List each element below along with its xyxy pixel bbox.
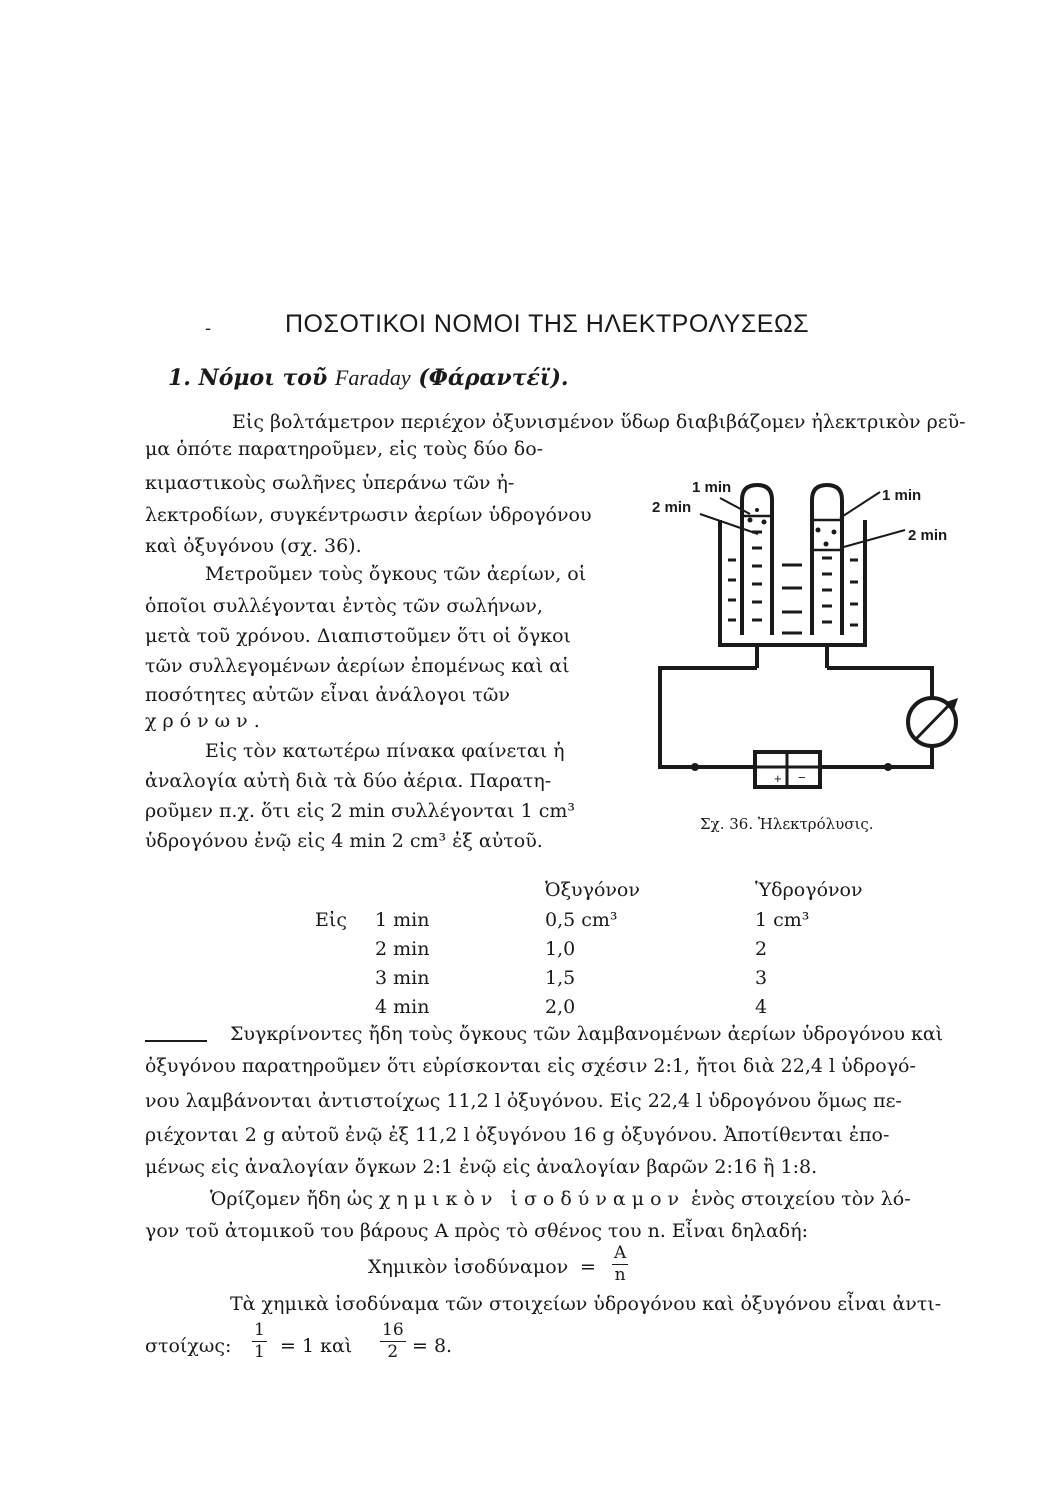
section-heading bbox=[168, 365, 569, 391]
table-cell: 1,0 bbox=[545, 937, 576, 960]
para2-line: χρόνων. bbox=[145, 710, 266, 732]
liquid-dashes bbox=[728, 532, 858, 633]
label-right-lower: 2 min bbox=[908, 527, 948, 544]
para1-line: Εἰς βολτάμετρον περιέχον ὀξυνισμένον ὕδωρ διαβιβάζομεν ἠλεκτρικὸν ρεῦ- bbox=[232, 411, 966, 433]
para2-line: ποσότητες αὐτῶν εἶναι ἀνάλογοι τῶν bbox=[145, 684, 510, 706]
fraction-hydrogen bbox=[252, 1322, 267, 1361]
para1-line: λεκτροδίων, συγκέντρωσιν ἀερίων ὑδρογόνου bbox=[145, 504, 592, 526]
para3-line: ὑδρογόνου ἐνῷ εἰς 4 min 2 cm³ ἐξ αὐτοῦ. bbox=[145, 830, 543, 852]
circuit-wire-bottom bbox=[820, 745, 932, 767]
left-test-tube bbox=[742, 485, 772, 635]
data-table bbox=[315, 875, 885, 1021]
fraction-oxygen bbox=[380, 1322, 406, 1361]
formula-eq: = bbox=[580, 1256, 596, 1278]
formula-lhs: Χημικὸν ἰσοδύναμον bbox=[368, 1256, 569, 1278]
table-cell bbox=[315, 963, 375, 992]
frac2-den: 2 bbox=[387, 1342, 399, 1362]
section-text-after: (Φάραντέϊ). bbox=[418, 365, 569, 391]
label-left-lower: 2 min bbox=[652, 499, 692, 516]
para4-line: μένως εἰς ἀναλογίαν ὄγκων 2:1 ἐνῷ εἰς ἀναλογίαν βαρῶν 2:16 ἢ 1:8. bbox=[145, 1156, 818, 1178]
para6-prefix: στοίχως: bbox=[145, 1335, 232, 1357]
table-cell: 1,5 bbox=[545, 966, 576, 989]
para4-line: ριέχονται 2 g αὐτοῦ ἐνῷ ἐξ 11,2 l ὀξυγόνου 16 g ὀξυγόνου. Ἀποτίθενται ἐπο- bbox=[145, 1124, 890, 1146]
para4-line: ὀξυγόνου παρατηροῦμεν ὅτι εὑρίσκονται εἰς σχέσιν 2:1, ἤτοι διὰ 22,4 l ὑδρογό- bbox=[145, 1055, 916, 1077]
electrolysis-figure bbox=[640, 470, 980, 810]
title-dash: - bbox=[205, 318, 212, 339]
formula-num: A bbox=[614, 1243, 627, 1263]
table-cell bbox=[315, 992, 375, 1021]
para5-start: Ὁρίζομεν ἤδη ὡς bbox=[210, 1188, 373, 1210]
table-cell: 0,5 cm³ bbox=[545, 908, 618, 931]
para6-eq2: = 8. bbox=[412, 1335, 453, 1357]
table-cell: 4 min bbox=[375, 995, 430, 1018]
table-cell: Εἰς bbox=[315, 908, 347, 931]
chapter-title: ΠΟΣΟΤΙΚΟΙ ΝΟΜΟΙ ΤΗΣ ΗΛΕΚΤΡΟΛΥΣΕΩΣ bbox=[285, 310, 810, 338]
para6-line1: Τὰ χημικὰ ἰσοδύναμα τῶν στοιχείων ὑδρογόνου καὶ ὀξυγόνου εἶναι ἀντι- bbox=[230, 1293, 942, 1315]
circuit-wire-right bbox=[827, 668, 932, 700]
section-text-before: Νόμοι τοῦ bbox=[198, 365, 328, 391]
frac2-num: 16 bbox=[382, 1320, 404, 1340]
table-header-row bbox=[315, 875, 885, 905]
table-cell: 1 min bbox=[375, 908, 430, 931]
para5-end: ἑνὸς στοιχείου τὸν λό- bbox=[691, 1188, 911, 1210]
para3-line: ἀναλογία αὐτὴ διὰ τὰ δύο ἀέρια. Παρατη- bbox=[145, 770, 552, 792]
table-row bbox=[315, 963, 885, 992]
label-left-upper: 1 min bbox=[692, 479, 732, 496]
table-cell: 2 bbox=[755, 937, 768, 960]
table-header bbox=[315, 875, 375, 905]
table-cell: 3 min bbox=[375, 966, 430, 989]
para2-line: μετὰ τοῦ χρόνου. Διαπιστοῦμεν ὅτι οἱ ὄγκοι bbox=[145, 625, 571, 647]
figure-caption: Σχ. 36. Ἠλεκτρόλυσις. bbox=[700, 815, 874, 833]
para1-line: μα ὁπότε παρατηροῦμεν, εἰς τοὺς δύο δο- bbox=[145, 438, 544, 460]
para4-line: Συγκρίνοντες ἤδη τοὺς ὄγκους τῶν λαμβανομένων ἀερίων ὑδρογόνου καὶ bbox=[230, 1023, 944, 1045]
para3-line: Εἰς τὸν κατωτέρω πίνακα φαίνεται ἡ bbox=[205, 740, 565, 762]
para5-line1 bbox=[210, 1190, 911, 1209]
table-cell: 1 cm³ bbox=[755, 908, 810, 931]
para2-line: τῶν συλλεγομένων ἀερίων ἐπομένως καὶ αἱ bbox=[145, 655, 570, 677]
para5-line2: γον τοῦ ἀτομικοῦ του βάρους A πρὸς τὸ σθένος του n. Εἶναι δηλαδή: bbox=[145, 1220, 809, 1242]
frac1-den: 1 bbox=[254, 1342, 265, 1362]
table-row bbox=[315, 992, 885, 1021]
label-right-upper: 1 min bbox=[882, 487, 922, 504]
section-latin: Faraday bbox=[334, 365, 411, 390]
right-test-tube bbox=[812, 485, 842, 635]
para5-term: χημικὸν ἰσοδύναμον bbox=[378, 1188, 686, 1210]
table-row bbox=[315, 905, 885, 934]
table-header-hydrogen: Ὑδρογόνον bbox=[755, 879, 863, 901]
table-row bbox=[315, 934, 885, 963]
table-cell: 3 bbox=[755, 966, 768, 989]
formula-den: n bbox=[614, 1265, 626, 1285]
paragraph-rule bbox=[145, 1040, 207, 1042]
para6-eq1: = 1 καὶ bbox=[280, 1335, 353, 1357]
gas-bubbles bbox=[748, 508, 837, 547]
section-number: 1. bbox=[168, 365, 191, 391]
table-cell: 4 bbox=[755, 995, 768, 1018]
table-header bbox=[375, 875, 525, 905]
svg-text:+: + bbox=[774, 771, 782, 786]
table-cell: 2,0 bbox=[545, 995, 576, 1018]
svg-text:−: − bbox=[798, 770, 806, 785]
para3-line: ροῦμεν π.χ. ὅτι εἰς 2 min συλλέγονται 1 cm³ bbox=[145, 800, 575, 822]
table-cell bbox=[315, 934, 375, 963]
circuit-wire-left bbox=[660, 668, 757, 767]
frac1-num: 1 bbox=[254, 1320, 265, 1340]
table-header-oxygen: Ὀξυγόνον bbox=[545, 879, 640, 901]
para2-line: Μετροῦμεν τοὺς ὄγκους τῶν ἀερίων, οἱ bbox=[205, 563, 587, 585]
para1-line: κιμαστικοὺς σωλῆνες ὑπεράνω τῶν ἠ- bbox=[145, 472, 515, 494]
para2-line: ὁποῖοι συλλέγονται ἐντὸς τῶν σωλήνων, bbox=[145, 595, 543, 617]
para1-line: καὶ ὀξυγόνου (σχ. 36). bbox=[145, 535, 362, 557]
table-cell: 2 min bbox=[375, 937, 430, 960]
formula-fraction bbox=[612, 1245, 628, 1284]
para4-line: νου λαμβάνονται ἀντιστοίχως 11,2 l ὀξυγόνου. Εἰς 22,4 l ὑδρογόνου ὅμως πε- bbox=[145, 1090, 902, 1112]
